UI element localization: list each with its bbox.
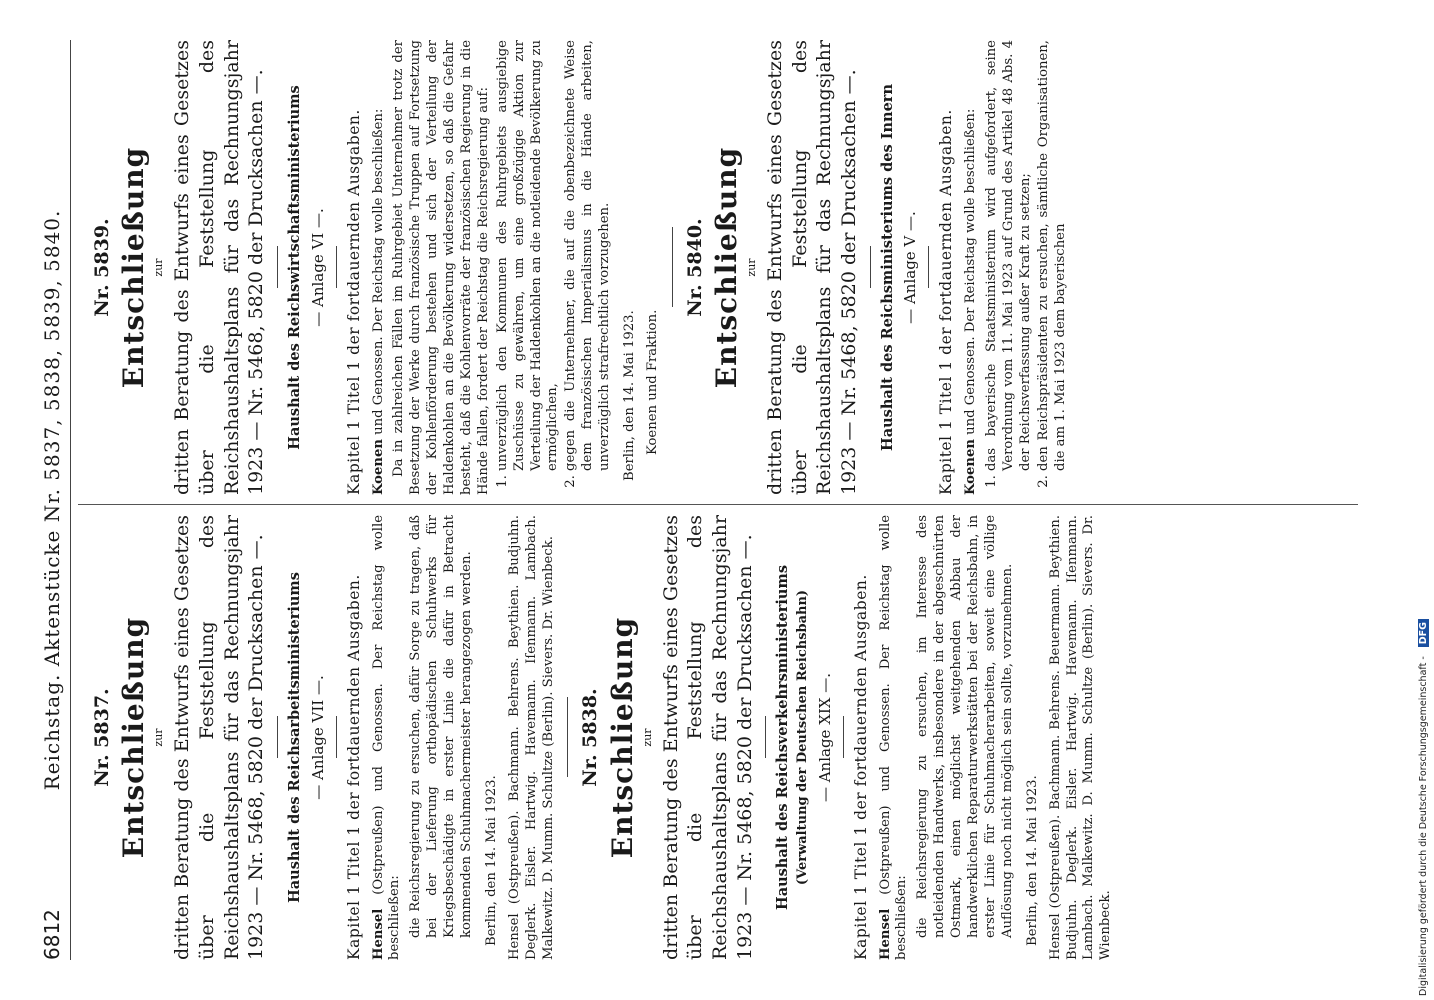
right-column <box>80 40 1360 495</box>
document-5839 <box>90 40 662 495</box>
document-title: Entschließung <box>710 146 744 389</box>
resolution-items <box>495 40 614 495</box>
short-rule <box>336 717 337 759</box>
digitization-text: Digitalisierung gefördert durch die Deutsche Forschungsgemeinschaft - <box>1418 656 1429 996</box>
resolution-body: die Reichsregierung zu ersuchen, dafür Sorge zu tragen, daß bei der Lieferung orthopädischen Schuhwerks für Kriegsbeschädigte in erster Linie die dafür in Betracht kommenden Schuhmachermeister herangezogen werden. <box>408 515 474 938</box>
annex-label: — Anlage V —. <box>901 211 920 324</box>
document-number: Nr. 5839. <box>91 218 113 317</box>
document-number: Nr. 5838. <box>579 688 602 787</box>
budget-subheading: (Verwaltung der Deutschen Reichsbahn) <box>794 589 810 886</box>
budget-heading: Haushalt des Reichsarbeitsministeriums <box>285 572 303 903</box>
document-title: Entschließung <box>605 616 639 859</box>
document-5840 <box>683 40 1070 495</box>
date-line: Berlin, den 14. Mai 1923. <box>622 310 637 481</box>
column-divider <box>78 504 1358 505</box>
document-5837 <box>90 515 557 960</box>
document-lead: dritten Beratung des Entwurfs eines Gesetzes über die Feststellung des Reichshaushaltsplans für das Rechnungsjahr 1923 — Nr. 5468, 5820 der Drucksachen —. <box>659 515 756 960</box>
chapter-line: Kapitel 1 Titel 1 der fortdauernden Ausgaben. <box>937 109 956 495</box>
document-lead: dritten Beratung des Entwurfs eines Gesetzes über die Feststellung des Reichshaushaltsplans für das Rechnungsjahr 1923 — Nr. 5468, 5820 der Drucksachen —. <box>764 40 861 495</box>
left-column <box>80 515 1360 960</box>
document-zur: zur <box>152 728 166 747</box>
short-rule <box>870 247 871 289</box>
document-title: Entschließung <box>117 146 151 389</box>
chapter-line: Kapitel 1 Titel 1 der fortdauernden Ausgaben. <box>344 109 363 495</box>
proposer-name: Koenen <box>370 439 386 495</box>
proposal-text: (Ostpreußen) und Genossen. Der Reichstag wolle beschließen: <box>877 515 910 960</box>
short-rule <box>277 717 278 759</box>
budget-heading: Haushalt des Reichswirtschaftsministeriums <box>285 85 303 450</box>
annex-label: — Anlage VII —. <box>308 675 327 800</box>
document-lead: dritten Beratung des Entwurfs eines Gesetzes über die Feststellung des Reichshaushaltsplans für das Rechnungsjahr 1923 — Nr. 5468, 5820 der Drucksachen —. <box>171 40 268 495</box>
proposer-name: Hensel <box>877 908 893 960</box>
date-line: Berlin, den 14. Mai 1923. <box>483 775 499 946</box>
document-zur: zur <box>640 728 654 747</box>
proposal-line <box>963 40 980 495</box>
resolution-body: die Reichsregierung zu ersuchen, im Interesse des notleidenden Handwerks, insbesondere in der abgeschnürten Ostmark, einen möglichst weitgehenden Abbau der handwerklichen Reparaturwerkstätten bei der Reichsbahn, in erster Linie für Schuhmacherarbeiten, soweit eine völlige Auflösung noch nicht möglich sein sollte, vorzunehmen. <box>915 515 1015 938</box>
document-5838 <box>578 515 1115 960</box>
list-item: 1. unverzüglich den Kommunen des Ruhrgebiets ausgiebige Zuschüsse zu gewähren, um eine großzügige Aktion zur Verteilung der Haldenkohlen an die notleidende Bevölkerung zu ermöglichen, <box>495 40 563 471</box>
resolution-items <box>984 40 1069 495</box>
short-rule <box>928 247 929 289</box>
short-rule <box>336 247 337 289</box>
signatories: Koenen und Fraktion. <box>644 309 660 455</box>
proposal-line <box>371 40 388 495</box>
short-rule <box>765 717 766 759</box>
section-rule <box>567 698 568 778</box>
document-title: Entschließung <box>117 616 151 859</box>
page-header <box>34 40 71 960</box>
document-number: Nr. 5840. <box>683 218 706 317</box>
chapter-line: Kapitel 1 Titel 1 der fortdauernden Ausgaben. <box>344 574 363 960</box>
proposal-text: und Genossen. Der Reichstag wolle beschließen: <box>370 108 386 435</box>
annex-label: — Anlage XIX —. <box>815 672 834 803</box>
resolution-body: Da in zahlreichen Fällen im Ruhrgebiet Unternehmer trotz der Besetzung der Werke durch französische Truppen auf Fortsetzung der Kohlenförderung bestehen und sich der Verteilung der Haldenkohlen an die Bevölkerung widersetzen, so daß die Gefahr besteht, daß die Kohlenvorräte der französischen Regierung in die Hände fallen, fordert der Reichstag die Reichsregierung auf: <box>391 40 491 495</box>
digitization-note <box>1418 6 1432 996</box>
running-title: Reichstag. Aktenstücke Nr. 5837, 5838, 5839, 5840. <box>40 209 64 791</box>
proposal-text: und Genossen. Der Reichstag wolle beschließen: <box>963 108 979 435</box>
document-number: Nr. 5837. <box>91 688 113 787</box>
section-rule <box>672 228 673 308</box>
proposal-line <box>878 515 912 960</box>
proposal-line <box>371 515 405 960</box>
date-line: Berlin, den 14. Mai 1923. <box>1024 775 1040 946</box>
list-item: 2. gegen die Unternehmer, die auf die obenbezeichnete Weise dem französischen Imperialismus in die Hände arbeiten, unverzüglich strafrechtlich vorzugehen. <box>563 40 614 471</box>
annex-label: — Anlage VI —. <box>308 208 327 327</box>
list-item: 1. das bayerische Staatsministerium wird aufgefordert, seine Verordnung vom 11. Mai 1923 auf Grund des Artikel 48 Abs. 4 der Reichsverfassung außer Kraft zu setzen; <box>984 40 1035 471</box>
chapter-line: Kapitel 1 Titel 1 der fortdauernden Ausgaben. <box>851 574 870 960</box>
dfg-logo: DFG <box>1418 619 1429 647</box>
budget-heading: Haushalt des Reichsministeriums des Innern <box>878 84 896 451</box>
document-lead: dritten Beratung des Entwurfs eines Gesetzes über die Feststellung des Reichshaushaltsplans für das Rechnungsjahr 1923 — Nr. 5468, 5820 der Drucksachen —. <box>171 515 268 960</box>
proposer-name: Koenen <box>963 439 979 495</box>
document-zur: zur <box>744 258 758 277</box>
proposal-text: (Ostpreußen) und Genossen. Der Reichstag wolle beschließen: <box>370 515 403 960</box>
short-rule <box>277 247 278 289</box>
budget-heading: Haushalt des Reichsverkehrsministeriums <box>774 565 792 910</box>
page-number: 6812 <box>40 909 64 960</box>
signatories: Hensel (Ostpreußen). Bachmann. Behrens. Beuermann. Beythien. Budjuhn. Deglerk. Eisler. Hartwig. Havemann. Iſenmann. Lambach. Malkewitz. D. Mumm. Schultze (Berlin). Sievers. Dr. Wienbeck. <box>1047 515 1114 960</box>
signatories: Hensel (Ostpreußen). Bachmann. Behrens. Beythien. Budjuhn. Deglerk. Eisler. Hartwig. Havemann. Iſenmann. Lambach. Malkewitz. D. Mumm. Schultze (Berlin). Sievers. Dr. Wienbeck. <box>506 515 556 960</box>
short-rule <box>843 717 844 759</box>
document-zur: zur <box>152 258 166 277</box>
proposer-name: Hensel <box>370 908 386 960</box>
list-item: 2. den Reichspräsidenten zu ersuchen, sämtliche Organisationen, die am 1. Mai 1923 dem bayerischen <box>1036 40 1070 471</box>
